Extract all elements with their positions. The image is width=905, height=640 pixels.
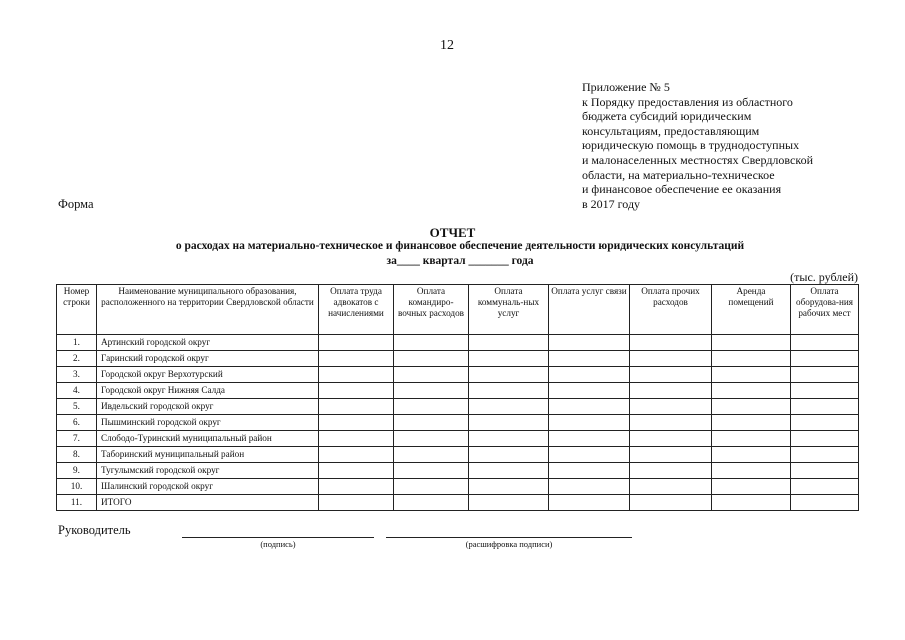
report-period: за____ квартал _______ года — [386, 255, 534, 267]
empty-value-cell[interactable] — [630, 351, 712, 367]
empty-value-cell[interactable] — [469, 335, 549, 351]
empty-value-cell[interactable] — [469, 367, 549, 383]
empty-value-cell[interactable] — [394, 351, 469, 367]
empty-value-cell[interactable] — [791, 431, 859, 447]
row-number: 5. — [57, 399, 97, 415]
report-title: ОТЧЕТ — [429, 225, 476, 240]
empty-value-cell[interactable] — [549, 495, 630, 511]
empty-value-cell[interactable] — [630, 447, 712, 463]
empty-value-cell[interactable] — [319, 479, 394, 495]
table-header-row — [57, 285, 859, 335]
row-number: 6. — [57, 415, 97, 431]
municipality-name: Тугулымский городской округ — [97, 463, 319, 479]
appendix-line: Приложение № 5 — [582, 80, 670, 94]
municipality-name: Гаринский городской округ — [97, 351, 319, 367]
header-utilities: Оплата коммуналь-ных услуг — [469, 285, 549, 335]
empty-value-cell[interactable] — [712, 463, 791, 479]
units-label: (тыс. рублей) — [790, 270, 858, 284]
empty-value-cell[interactable] — [469, 463, 549, 479]
empty-value-cell[interactable] — [630, 335, 712, 351]
header-travel-expenses: Оплата командиро-вочных расходов — [394, 285, 469, 335]
header-lawyer-pay: Оплата труда адвокатов с начислениями — [319, 285, 394, 335]
municipality-name: Таборинский муниципальный район — [97, 447, 319, 463]
table-row — [57, 463, 859, 479]
row-number: 3. — [57, 367, 97, 383]
empty-value-cell[interactable] — [549, 415, 630, 431]
empty-value-cell[interactable] — [712, 383, 791, 399]
empty-value-cell[interactable] — [469, 447, 549, 463]
signature-line — [182, 537, 374, 538]
empty-value-cell[interactable] — [630, 367, 712, 383]
empty-value-cell[interactable] — [712, 367, 791, 383]
appendix-line: и финансовое обеспечение ее оказания — [582, 182, 782, 197]
empty-value-cell[interactable] — [394, 463, 469, 479]
empty-value-cell[interactable] — [394, 383, 469, 399]
empty-value-cell[interactable] — [469, 383, 549, 399]
appendix-line: бюджета субсидий юридическим — [582, 109, 752, 124]
header-municipality: Наименование муниципального образования, расположенного на территории Свердловской области — [97, 285, 319, 335]
empty-value-cell[interactable] — [319, 383, 394, 399]
empty-value-cell[interactable] — [791, 335, 859, 351]
header-equipment: Оплата оборудова-ния рабочих мест — [791, 285, 859, 335]
table-row — [57, 399, 859, 415]
empty-value-cell[interactable] — [712, 399, 791, 415]
empty-value-cell[interactable] — [549, 399, 630, 415]
row-number: 9. — [57, 463, 97, 479]
empty-value-cell[interactable] — [469, 415, 549, 431]
empty-value-cell[interactable] — [549, 479, 630, 495]
signature-name-caption: (расшифровка подписи) — [465, 539, 553, 549]
empty-value-cell[interactable] — [469, 479, 549, 495]
table-row — [57, 479, 859, 495]
empty-value-cell[interactable] — [791, 447, 859, 463]
empty-value-cell[interactable] — [394, 495, 469, 511]
empty-value-cell[interactable] — [319, 463, 394, 479]
empty-value-cell[interactable] — [549, 431, 630, 447]
empty-value-cell[interactable] — [319, 495, 394, 511]
empty-value-cell[interactable] — [712, 415, 791, 431]
empty-value-cell[interactable] — [712, 351, 791, 367]
empty-value-cell[interactable] — [469, 351, 549, 367]
appendix-line: области, на материально-техническое — [582, 167, 775, 182]
empty-value-cell[interactable] — [319, 351, 394, 367]
signature-name-line — [386, 537, 632, 538]
report-subtitle: о расходах на материально-техническое и финансовое обеспечение деятельности юридических консультаций — [175, 240, 745, 252]
empty-value-cell[interactable] — [319, 335, 394, 351]
row-number: 8. — [57, 447, 97, 463]
empty-value-cell[interactable] — [549, 351, 630, 367]
empty-value-cell[interactable] — [630, 383, 712, 399]
row-number: 4. — [57, 383, 97, 399]
empty-value-cell[interactable] — [791, 383, 859, 399]
table-row — [57, 383, 859, 399]
page-number: 12 — [440, 38, 454, 53]
row-number: 1. — [57, 335, 97, 351]
empty-value-cell[interactable] — [549, 367, 630, 383]
empty-value-cell[interactable] — [791, 399, 859, 415]
municipality-name: Артинский городской округ — [97, 335, 319, 351]
row-number: 2. — [57, 351, 97, 367]
empty-value-cell[interactable] — [791, 351, 859, 367]
empty-value-cell[interactable] — [394, 367, 469, 383]
empty-value-cell[interactable] — [630, 431, 712, 447]
empty-value-cell[interactable] — [319, 447, 394, 463]
signature-caption: (подпись) — [260, 539, 296, 549]
empty-value-cell[interactable] — [712, 335, 791, 351]
empty-value-cell[interactable] — [712, 479, 791, 495]
municipality-name: Ивдельский городской округ — [97, 399, 319, 415]
empty-value-cell[interactable] — [791, 495, 859, 511]
empty-value-cell[interactable] — [394, 399, 469, 415]
empty-value-cell[interactable] — [712, 431, 791, 447]
empty-value-cell[interactable] — [630, 495, 712, 511]
empty-value-cell[interactable] — [712, 447, 791, 463]
empty-value-cell[interactable] — [791, 367, 859, 383]
empty-value-cell[interactable] — [549, 447, 630, 463]
table-row — [57, 367, 859, 383]
municipality-name: Пышминский городской округ — [97, 415, 319, 431]
header-communications: Оплата услуг связи — [549, 285, 630, 335]
header-row-number: Номер строки — [57, 285, 97, 335]
municipality-name: Шалинский городской округ — [97, 479, 319, 495]
table-row — [57, 335, 859, 351]
empty-value-cell[interactable] — [549, 463, 630, 479]
header-rent: Аренда помещений — [712, 285, 791, 335]
row-number: 7. — [57, 431, 97, 447]
report-table — [56, 284, 859, 511]
empty-value-cell[interactable] — [394, 447, 469, 463]
row-number: 11. — [57, 495, 97, 511]
empty-value-cell[interactable] — [319, 367, 394, 383]
table-body — [57, 335, 859, 511]
municipality-name: Слободо-Туринский муниципальный район — [97, 431, 319, 447]
empty-value-cell[interactable] — [630, 463, 712, 479]
appendix-note — [582, 80, 882, 211]
empty-value-cell[interactable] — [319, 431, 394, 447]
empty-value-cell[interactable] — [630, 479, 712, 495]
table-row — [57, 351, 859, 367]
empty-value-cell[interactable] — [630, 415, 712, 431]
empty-value-cell[interactable] — [319, 415, 394, 431]
empty-value-cell[interactable] — [319, 399, 394, 415]
appendix-line: консультациям, предоставляющим — [582, 123, 760, 138]
signature-label: Руководитель — [58, 523, 131, 537]
empty-value-cell[interactable] — [394, 335, 469, 351]
header-other-expenses: Оплата прочих расходов — [630, 285, 712, 335]
municipality-name: ИТОГО — [97, 495, 319, 511]
municipality-name: Городской округ Верхотурский — [97, 367, 319, 383]
appendix-line: к Порядку предоставления из областного — [582, 94, 793, 109]
table-row — [57, 447, 859, 463]
empty-value-cell[interactable] — [549, 335, 630, 351]
empty-value-cell[interactable] — [791, 479, 859, 495]
empty-value-cell[interactable] — [394, 479, 469, 495]
municipality-name: Городской округ Нижняя Салда — [97, 383, 319, 399]
empty-value-cell[interactable] — [791, 463, 859, 479]
empty-value-cell[interactable] — [791, 415, 859, 431]
appendix-line: юридическую помощь в труднодоступных — [582, 138, 800, 153]
table-row — [57, 431, 859, 447]
empty-value-cell[interactable] — [469, 399, 549, 415]
empty-value-cell[interactable] — [630, 399, 712, 415]
empty-value-cell[interactable] — [469, 431, 549, 447]
empty-value-cell[interactable] — [394, 431, 469, 447]
form-label: Форма — [58, 197, 94, 211]
table-row — [57, 415, 859, 431]
appendix-line: в 2017 году — [582, 196, 641, 211]
empty-value-cell[interactable] — [469, 495, 549, 511]
empty-value-cell[interactable] — [394, 415, 469, 431]
appendix-line: и малонаселенных местностях Свердловской — [582, 152, 813, 167]
empty-value-cell[interactable] — [712, 495, 791, 511]
row-number: 10. — [57, 479, 97, 495]
table-row — [57, 495, 859, 511]
empty-value-cell[interactable] — [549, 383, 630, 399]
